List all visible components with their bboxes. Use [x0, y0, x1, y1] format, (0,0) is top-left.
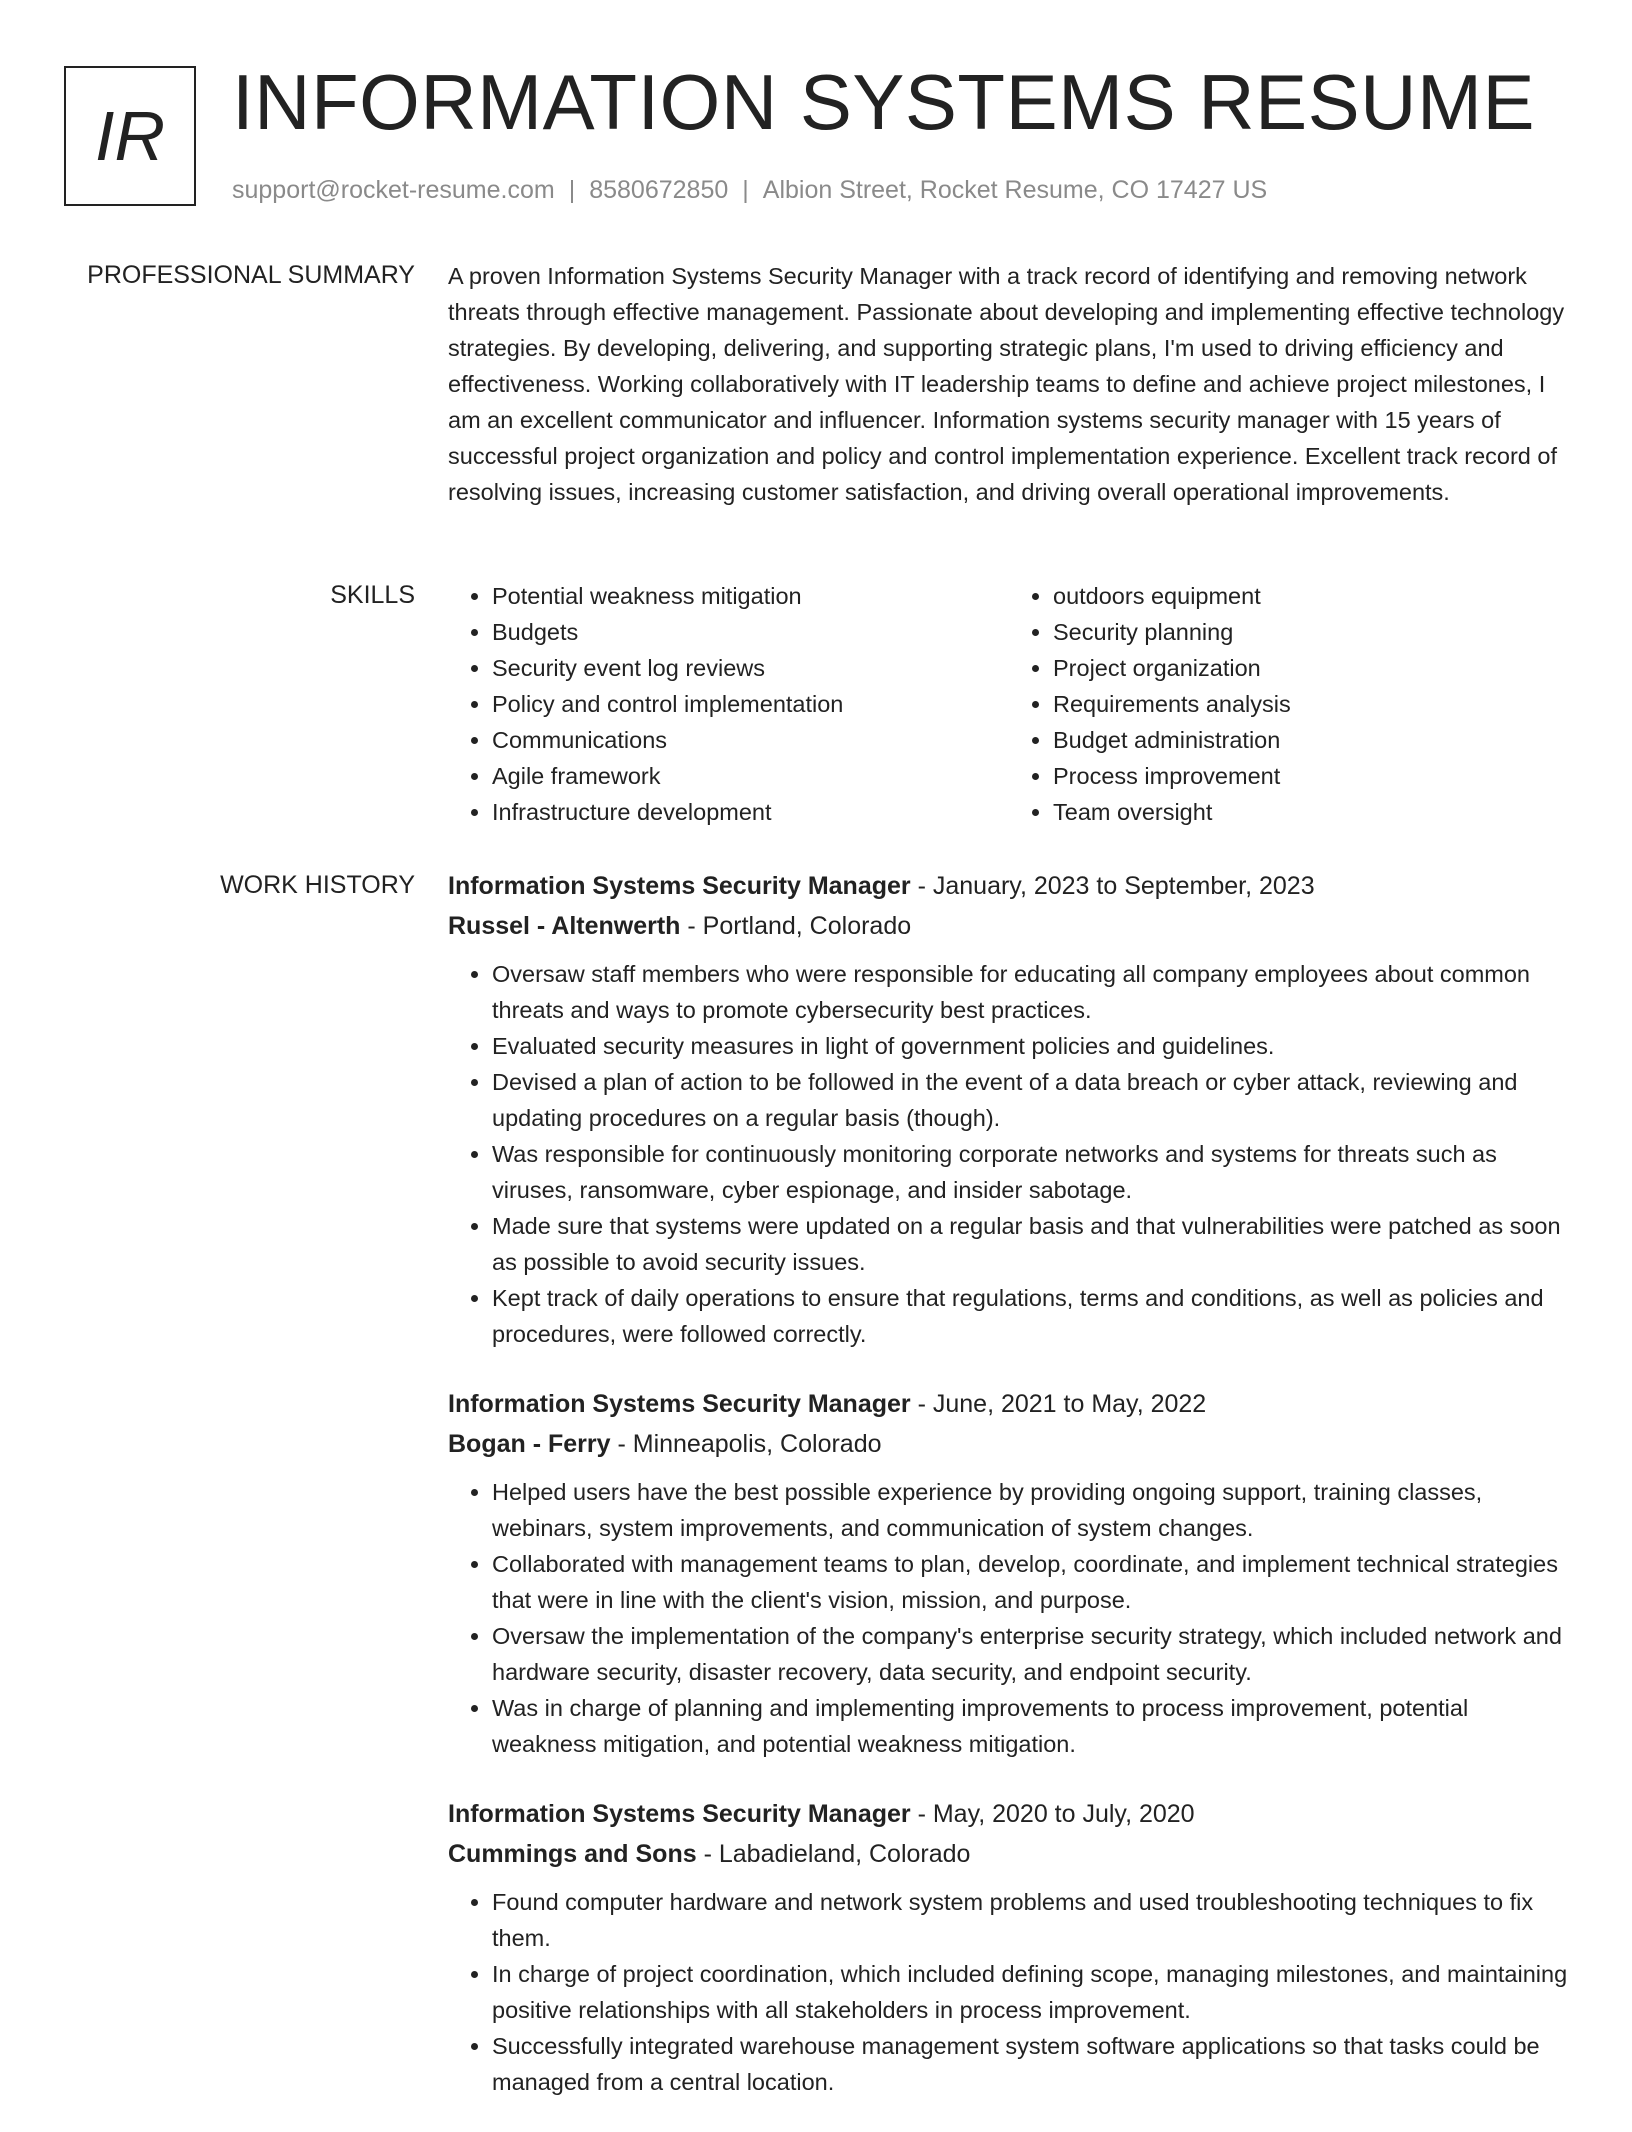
job-bullet: • Found computer hardware and network system problems and used troubleshooting techniques to fix them.	[492, 1884, 1570, 1956]
skill-item: • Team oversight	[1053, 794, 1570, 830]
job-title: Information Systems Security Manager	[448, 1800, 911, 1828]
job-entry	[448, 866, 1570, 1352]
skill-item: • Requirements analysis	[1053, 686, 1570, 722]
skill-item: • outdoors equipment	[1053, 578, 1570, 614]
skill-item: • Process improvement	[1053, 758, 1570, 794]
job-bullet: • Oversaw staff members who were responsible for educating all company employees about common threats and ways to promote cybersecurity best practices.	[492, 956, 1570, 1028]
skill-item: • Budget administration	[1053, 722, 1570, 758]
job-location: - Labadieland, Colorado	[696, 1840, 971, 1868]
skills-heading: SKILLS	[330, 581, 415, 609]
skill-item: • Security event log reviews	[492, 650, 1009, 686]
job-company-line	[448, 1424, 1570, 1464]
job-entry	[448, 1794, 1570, 2100]
contact-email: support@rocket-resume.com	[232, 176, 555, 204]
skills-section	[448, 578, 1570, 830]
contact-phone: 8580672850	[589, 176, 729, 204]
job-company: Russel - Altenwerth	[448, 912, 681, 940]
job-company-line	[448, 1834, 1570, 1874]
job-bullet: • Successfully integrated warehouse management system software applications so that tasks could be managed from a central location.	[492, 2028, 1570, 2100]
skill-item: • Policy and control implementation	[492, 686, 1009, 722]
job-entry	[448, 1384, 1570, 1762]
summary-section	[448, 258, 1570, 510]
monogram-logo: IR	[64, 66, 196, 206]
work-history-heading: WORK HISTORY	[220, 871, 415, 899]
summary-text: A proven Information Systems Security Manager with a track record of identifying and removing network threats through effective management. Passionate about developing and implementing effective technology strategies. By developing, delivering, and supporting strategic plans, I'm used to driving efficiency and effectiveness. Working collaboratively with IT leadership teams to define and achieve project milestones, I am an excellent communicator and influencer. Information systems security manager with 15 years of successful project organization and policy and control implementation experience. Excellent track record of resolving issues, increasing customer satisfaction, and driving overall operational improvements.	[448, 263, 1565, 505]
job-bullet: • Oversaw the implementation of the company's enterprise security strategy, which included network and hardware security, disaster recovery, data security, and endpoint security.	[492, 1618, 1570, 1690]
job-bullet: • Devised a plan of action to be followed in the event of a data breach or cyber attack, reviewing and updating procedures on a regular basis (though).	[492, 1064, 1570, 1136]
job-bullet: • Helped users have the best possible experience by providing ongoing support, training classes, webinars, system improvements, and communication of system changes.	[492, 1474, 1570, 1546]
job-bullet: • Kept track of daily operations to ensure that regulations, terms and conditions, as well as policies and procedures, were followed correctly.	[492, 1280, 1570, 1352]
job-bullet: • Evaluated security measures in light of government policies and guidelines.	[492, 1028, 1570, 1064]
skill-item: • Infrastructure development	[492, 794, 1009, 830]
contact-line	[232, 174, 1267, 206]
job-company: Bogan - Ferry	[448, 1430, 611, 1458]
skill-item: • Budgets	[492, 614, 1009, 650]
contact-separator: |	[568, 176, 576, 204]
job-location: - Portland, Colorado	[680, 912, 912, 940]
job-bullets	[448, 1474, 1570, 1762]
skill-item: • Agile framework	[492, 758, 1009, 794]
job-dates: - June, 2021 to May, 2022	[910, 1390, 1207, 1418]
job-title: Information Systems Security Manager	[448, 872, 911, 900]
job-title-line	[448, 1384, 1570, 1424]
job-dates: - January, 2023 to September, 2023	[910, 872, 1315, 900]
job-title-line	[448, 866, 1570, 906]
skills-list-right	[1009, 578, 1570, 830]
job-bullet: • Was in charge of planning and implementing improvements to process improvement, potential weakness mitigation, and potential weakness mitigation.	[492, 1690, 1570, 1762]
job-company-line	[448, 906, 1570, 946]
skill-item: • Project organization	[1053, 650, 1570, 686]
job-title: Information Systems Security Manager	[448, 1390, 911, 1418]
work-history-section	[448, 866, 1570, 2132]
contact-separator: |	[742, 176, 749, 204]
job-bullets	[448, 1884, 1570, 2100]
summary-heading: PROFESSIONAL SUMMARY	[87, 261, 415, 289]
job-dates: - May, 2020 to July, 2020	[910, 1800, 1195, 1828]
job-company: Cummings and Sons	[448, 1840, 697, 1868]
skills-list-left	[448, 578, 1009, 830]
skill-item: • Potential weakness mitigation	[492, 578, 1009, 614]
job-bullets	[448, 956, 1570, 1352]
job-bullet: • Was responsible for continuously monitoring corporate networks and systems for threats such as viruses, ransomware, cyber espionage, and insider sabotage.	[492, 1136, 1570, 1208]
job-location: - Minneapolis, Colorado	[610, 1430, 882, 1458]
job-bullet: • Made sure that systems were updated on a regular basis and that vulnerabilities were patched as soon as possible to avoid security issues.	[492, 1208, 1570, 1280]
resume-title: INFORMATION SYSTEMS RESUME	[232, 58, 1535, 146]
job-bullet: • In charge of project coordination, which included defining scope, managing milestones, and maintaining positive relationships with all stakeholders in process improvement.	[492, 1956, 1570, 2028]
job-title-line	[448, 1794, 1570, 1834]
contact-address: Albion Street, Rocket Resume, CO 17427 US	[762, 176, 1268, 204]
skill-item: • Communications	[492, 722, 1009, 758]
job-bullet: • Collaborated with management teams to plan, develop, coordinate, and implement technical strategies that were in line with the client's vision, mission, and purpose.	[492, 1546, 1570, 1618]
skill-item: • Security planning	[1053, 614, 1570, 650]
